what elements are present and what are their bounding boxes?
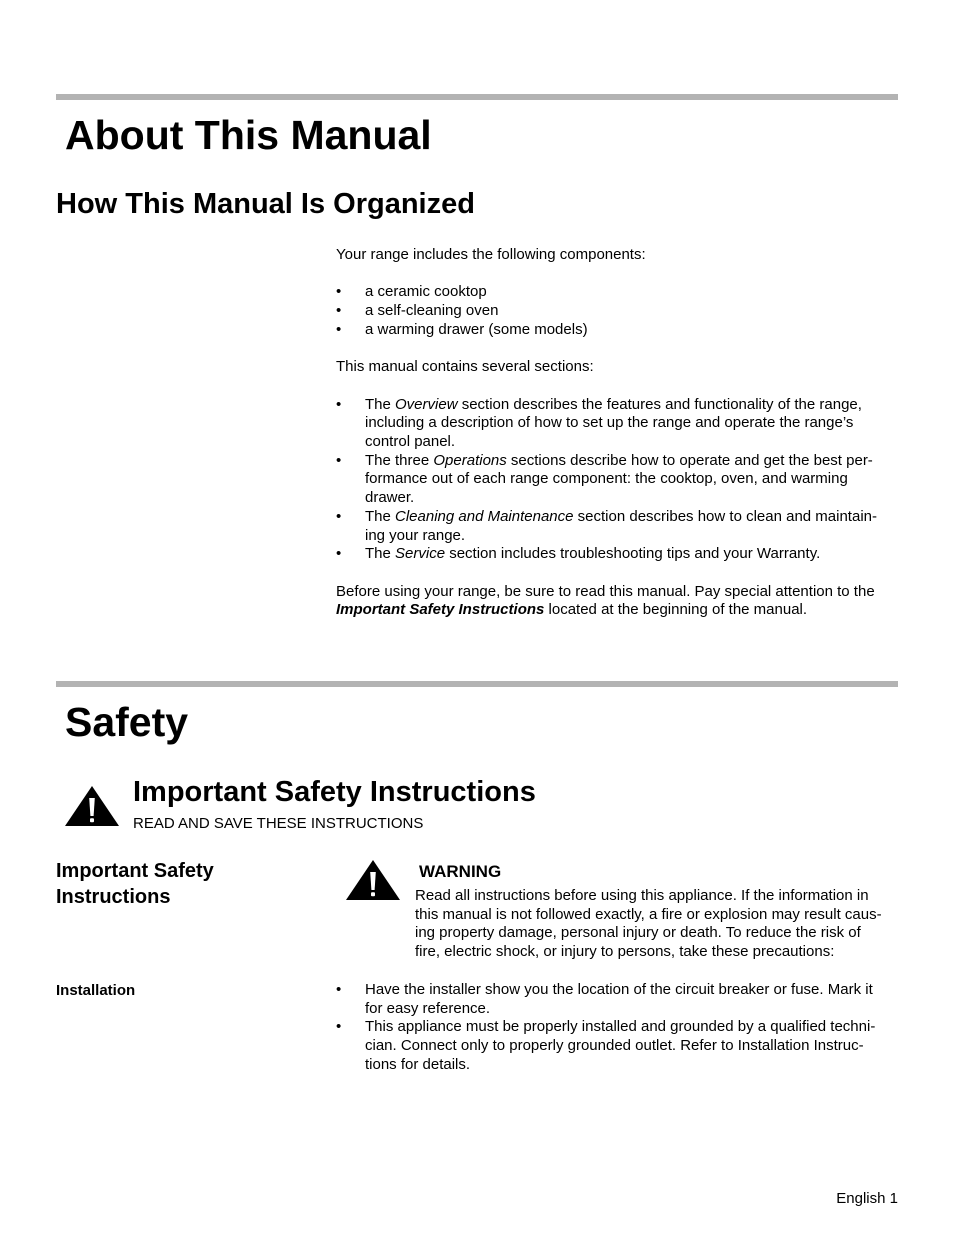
about-title: About This Manual xyxy=(65,112,432,158)
page-number: English 1 xyxy=(836,1190,898,1207)
list-item: • a warming drawer (some models) xyxy=(336,321,906,340)
safety-heading: Important Safety Instructions xyxy=(133,776,536,808)
installation-label: Installation xyxy=(56,982,136,999)
installation-content xyxy=(336,981,906,1075)
section-rule-about xyxy=(56,94,898,100)
safety-title: Safety xyxy=(65,699,189,745)
list-item: • Have the installer show you the location of the circuit breaker or fuse. Mark it for easy reference. xyxy=(336,981,906,1018)
side-heading: Important Safety Instructions xyxy=(56,860,214,908)
sections-intro: This manual contains several sections: xyxy=(336,358,594,376)
components-intro: Your range includes the following components: xyxy=(336,246,646,263)
list-item: • The three Operations sections describe how to operate and get the best per- formance out of each range component: the cooktop, oven, and warming drawer. xyxy=(336,452,906,508)
list-item: • The Service section includes troubleshooting tips and your Warranty. xyxy=(336,545,906,564)
warning-label: WARNING xyxy=(419,862,502,881)
list-item: • The Overview section describes the features and functionality of the range, including a description of how to set up the range and operate the range’s control panel. xyxy=(336,396,906,452)
closing-paragraph: Before using your range, be sure to read this manual. Pay special attention to the Important Safety Instructions located at the beginning of the manual. xyxy=(336,582,875,619)
warning-triangle-icon xyxy=(64,785,120,827)
safety-subheading: READ AND SAVE THESE INSTRUCTIONS xyxy=(133,815,424,832)
list-item: • a self-cleaning oven xyxy=(336,302,906,321)
about-content xyxy=(336,246,906,620)
warning-text: Read all instructions before using this appliance. If the information in this manual is not followed exactly, a fire or explosion may result caus- ing property damage, personal injury or death. To reduce the risk of fire, electric shock, or injury to persons, take these precautions: xyxy=(415,887,882,961)
section-rule-safety xyxy=(56,681,898,687)
components-list xyxy=(336,283,906,339)
list-item: • The Cleaning and Maintenance section describes how to clean and maintain- ing your range. xyxy=(336,508,906,545)
list-item: • This appliance must be properly installed and grounded by a qualified techni- cian. Connect only to properly grounded outlet. Refer to Installation Instruc- tions for details. xyxy=(336,1018,906,1074)
list-item: • a ceramic cooktop xyxy=(336,283,906,302)
warning-triangle-icon xyxy=(345,859,401,901)
installation-list xyxy=(336,981,906,1075)
about-subtitle: How This Manual Is Organized xyxy=(56,188,475,220)
sections-list xyxy=(336,396,906,564)
